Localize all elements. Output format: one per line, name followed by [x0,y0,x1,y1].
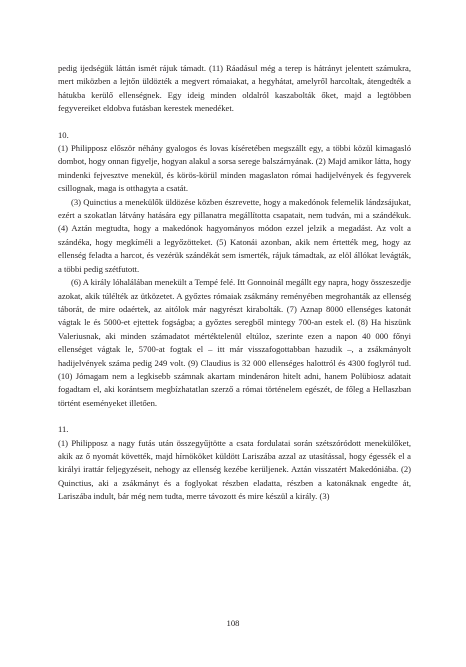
section-number-10: 10. [58,129,69,140]
section-number-11: 11. [58,424,69,435]
continued-paragraph: pedig ijedségük láttán ismét rájuk támadt. (11) Ráadásul még a terep is hátrányt jelentett számukra, mert miközben a lejtőn üldözték a megvert rómaiakat, a hegyhátat, amelyről harcoltak, átengedték a hátukba kerülő ellenségnek. Egy ideig minden oldalról kaszabolták őket, majd a legtöbben fegyvereiket eldobva futásban kerestek menedéket. [58,63,411,114]
section-11-paragraph-1: (1) Philipposz a nagy futás után összegyűjtötte a csata fordulatai során szétszóródott menekülőket, akik az ő nyomát követték, majd hírnököket küldött Lariszába azzal az utasítással, hogy égessék el a királyi irattár feljegyzéseit, nehogy az ellenség kezébe kerüljenek. Aztán visszatért Makedóniába. (2) Quinctius, aki a zsákmányt és a foglyokat részben eladatta, részben a katonáknak engedte át, Lariszába indult, bár még nem tudta, merre távozott és mire készül a király. (3) [58,437,411,502]
section-10-paragraph-2: (3) Quinctius a menekülők üldözése közben észrevette, hogy a makedónok felemelik lándzsájukat, ezért a szokatlan látvány hatására egy pillanatra megállította csapatait, nem tudván, mi a szándékuk. (4) Aztán megtudta, hogy a makedónok hagyományos módon ezzel jelzik a megadást. Az volt a szándéka, hogy megkíméli a legyőzötteket. (5) Katonái azonban, akik nem értették meg, hogy az ellenség feladta a harcot, és vezérük szándékát sem ismerték, rájuk támadtak, az elöl állókat levágták, a többi pedig szétfutott. [58,196,411,274]
page-number: 108 [226,618,240,628]
section-10-paragraph-1: (1) Philipposz először néhány gyalogos és lovas kíséretében megszállt egy, a többi közül kimagasló dombot, hogy onnan figyelje, hogyan alakul a sorsa serege balszárnyának. (2) Majd amikor látta, hogy mindenki fejvesztve menekül, és körös-körül minden magaslaton római hadijelvények és fegyverek csillognak, maga is otthagyta a csatát. [58,143,411,194]
page-body [58,62,411,504]
section-10-paragraph-3: (6) A király lóhalálában menekült a Tempé felé. Itt Gonnoinál megállt egy napra, hogy összeszedje azokat, akik túlélték az ütközetet. A győztes rómaiak zsákmány reményében megrohanták az ellenség táborát, de mire odaértek, az aitólok már nagyrészt kirabolták. (7) Aznap 8000 ellenséges katonát vágtak le és 5000-et ejtettek fogságba; a győztes seregből mintegy 700-an estek el. (8) Ha hiszünk Valeriusnak, aki minden számadatot mértéktelenül eltúloz, szerinte ezen a napon 40 000 főnyi ellenséget vágtak le, 5700-at fogtak el – itt már visszafogottabban hazudik –, a zsákmányolt hadijelvények száma pedig 249 volt. (9) Claudius is 32 000 ellenséges halottról és 4300 foglyról tud. (10) Jómagam nem a legkisebb számnak akartam mindenáron hitelt adni, hanem Polübiosz adatait fogadtam el, aki korántsem megbízhatatlan szerző a római történelem egészét, de főleg a Hellaszban történt eseményeket illetően. [58,277,411,408]
